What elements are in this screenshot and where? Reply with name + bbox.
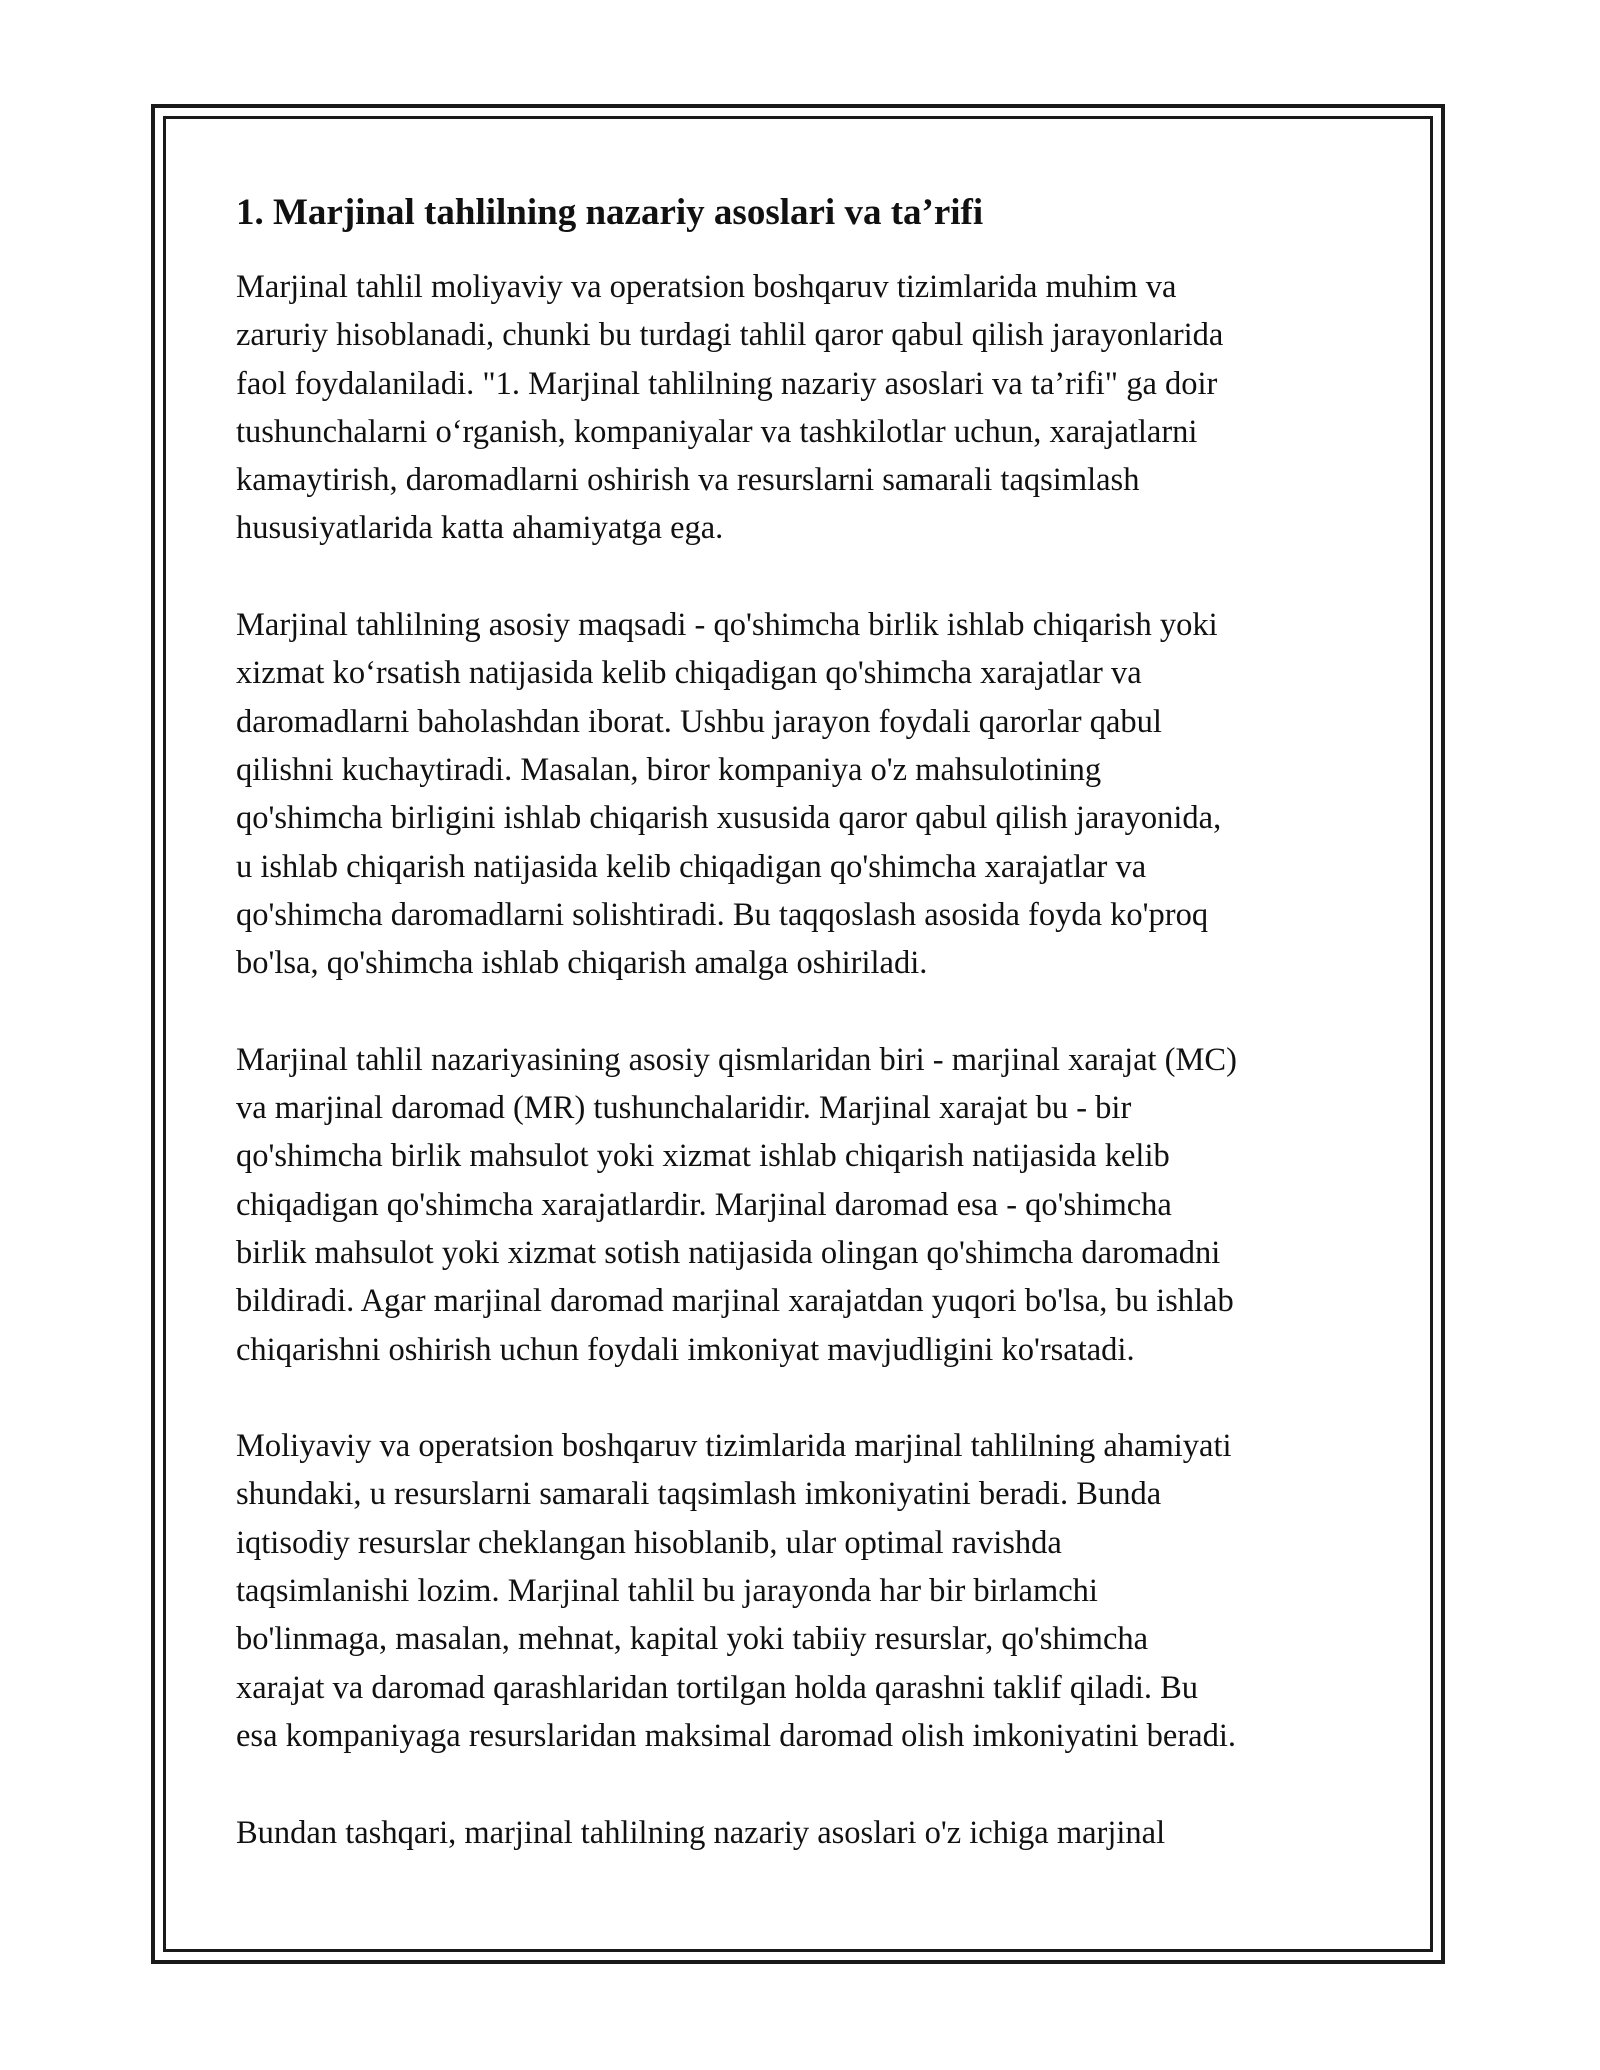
text-line: Bundan tashqari, marjinal tahlilning nazariy asoslari o'z ichiga marjinal (236, 1814, 1166, 1851)
text-line: xizmat koʻrsatish natijasida kelib chiqadigan qo'shimcha xarajatlar va (236, 655, 1142, 692)
text-line: bo'lsa, qo'shimcha ishlab chiqarish amalga oshiriladi. (236, 945, 928, 982)
text-line: qo'shimcha birligini ishlab chiqarish xususida qaror qabul qilish jarayonida, (236, 800, 1222, 837)
text-line: u ishlab chiqarish natijasida kelib chiqadigan qo'shimcha xarajatlar va (236, 848, 1147, 885)
paragraph-1 (236, 263, 1376, 553)
text-line: Marjinal tahlil nazariyasining asosiy qismlaridan biri - marjinal xarajat (MC) (236, 1041, 1237, 1078)
text-line: Marjinal tahlil moliyaviy va operatsion boshqaruv tizimlarida muhim va (236, 269, 1177, 305)
text-line: Marjinal tahlilning asosiy maqsadi - qo'shimcha birlik ishlab chiqarish yoki (236, 607, 1218, 644)
text-line: faol foydalaniladi. "1. Marjinal tahlilning nazariy asoslari va ta’rifi" ga doir (236, 365, 1218, 402)
text-line: taqsimlanishi lozim. Marjinal tahlil bu jarayonda har bir birlamchi (236, 1573, 1098, 1610)
text-line: bildiradi. Agar marjinal daromad marjinal xarajatdan yuqori bo'lsa, bu ishlab (236, 1283, 1234, 1320)
text-line: va marjinal daromad (MR) tushunchalaridir. Marjinal xarajat bu - bir (236, 1090, 1132, 1127)
paragraph-3 (236, 1036, 1376, 1374)
text-line: daromadlarni baholashdan iborat. Ushbu jarayon foydali qarorlar qabul (236, 703, 1162, 740)
text-line: bo'linmaga, masalan, mehnat, kapital yoki tabiiy resurslar, qo'shimcha (236, 1621, 1149, 1658)
text-line: iqtisodiy resurslar cheklangan hisoblanib, ular optimal ravishda (236, 1524, 1062, 1561)
section-heading: 1. Marjinal tahlilning nazariy asoslari va ta’rifi (236, 192, 984, 233)
text-line: esa kompaniyaga resurslaridan maksimal daromad olish imkoniyatini beradi. (236, 1717, 1237, 1754)
text-line: qo'shimcha birlik mahsulot yoki xizmat ishlab chiqarish natijasida kelib (236, 1138, 1170, 1175)
text-line: chiqarishni oshirish uchun foydali imkoniyat mavjudligini ko'rsatadi. (236, 1331, 1135, 1368)
text-line: Moliyaviy va operatsion boshqaruv tizimlarida marjinal tahlilning ahamiyati (236, 1428, 1232, 1465)
text-line: xarajat va daromad qarashlaridan tortilgan holda qarashni taklif qiladi. Bu (236, 1669, 1199, 1706)
document-body (236, 185, 1376, 1905)
text-line: chiqadigan qo'shimcha xarajatlardir. Marjinal daromad esa - qo'shimcha (236, 1186, 1172, 1223)
text-line: tushunchalarni oʻrganish, kompaniyalar va tashkilotlar uchun, xarajatlarni (236, 413, 1198, 450)
paragraph-2 (236, 601, 1376, 987)
text-line: zaruriy hisoblanadi, chunki bu turdagi tahlil qaror qabul qilish jarayonlarida (236, 317, 1224, 354)
text-line: qo'shimcha daromadlarni solishtiradi. Bu taqqoslash asosida foyda ko'proq (236, 896, 1209, 933)
text-line: qilishni kuchaytiradi. Masalan, biror kompaniya o'z mahsulotining (236, 751, 1102, 788)
paragraph-5 (236, 1809, 1376, 1857)
text-line: kamaytirish, daromadlarni oshirish va resurslarni samarali taqsimlash (236, 462, 1140, 499)
text-line: birlik mahsulot yoki xizmat sotish natijasida olingan qo'shimcha daromadni (236, 1234, 1221, 1271)
text-line: hususiyatlarida katta ahamiyatga ega. (236, 510, 724, 547)
text-line: shundaki, u resurslarni samarali taqsimlash imkoniyatini beradi. Bunda (236, 1476, 1162, 1513)
paragraph-4 (236, 1422, 1376, 1760)
